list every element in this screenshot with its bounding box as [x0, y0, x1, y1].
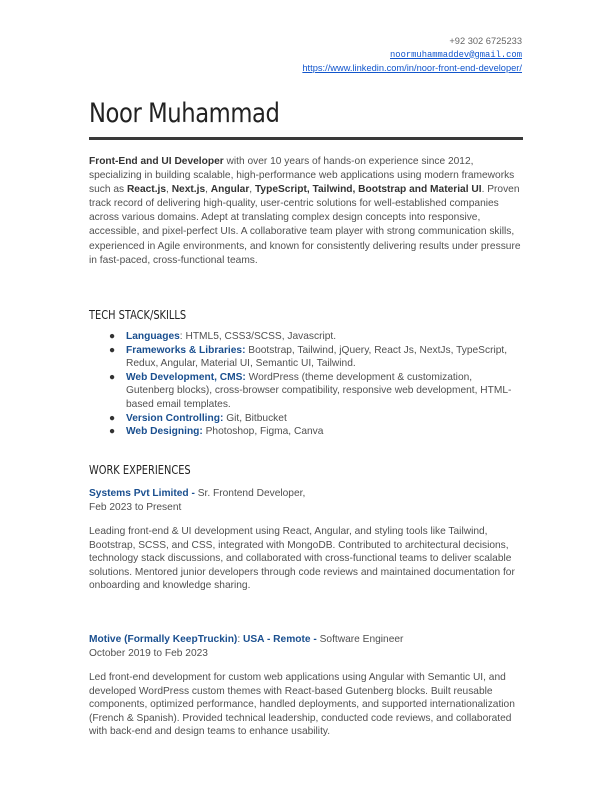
bullet-icon: ● [109, 412, 116, 424]
summary-role: Front-End and UI Developer [89, 156, 224, 167]
skill-values: HTML5, CSS3/SCSS, Javascript. [182, 331, 337, 342]
summary-framework: TypeScript, Tailwind, Bootstrap and Material UI [254, 184, 482, 196]
summary-framework: Angular [210, 184, 250, 196]
summary-paragraph [89, 155, 525, 268]
bullet-icon: ● [109, 371, 116, 383]
job-company: Systems Pvt Limited - [89, 488, 195, 499]
email-link[interactable]: noormuhammaddev@gmail.com [390, 49, 522, 60]
skills-heading: TECH STACK/SKILLS [89, 308, 187, 322]
linkedin-link[interactable]: https://www.linkedin.com/in/noor-front-end-developer/ [302, 63, 522, 73]
skill-sep: : [179, 331, 183, 342]
list-item [89, 371, 523, 412]
job-company: Motive (Formally KeepTruckin) [89, 634, 238, 645]
bullet-icon: ● [109, 331, 116, 342]
bullet-icon: ● [109, 426, 116, 438]
job-header [89, 487, 525, 515]
list-item [89, 412, 523, 426]
job-description: Leading front-end & UI development using React, Angular, and styling tools like Tailwind, Bootstrap, SCSS, and CSS, integrated with MongoDB. Contributed to architectural decisions, technology stack discussions, and collaborated with cross-functional teams to deliver scalable solutions. Mentored junior developers through code reviews and maintained documentation for onboarding and knowledge sharing. [89, 526, 515, 592]
summary-text: with over 10 years of hands-on experience since 2012, specializing in building scalable, high-performance web applications using modern frameworks such as [89, 156, 515, 196]
job-description: Led front-end development for custom web applications using Angular with Semantic UI, and developed WordPress custom themes with React-based Gutenberg blocks. Built reusable components, optimized performance, handled deployments, and supported internationalization (French & Spanish). Provided technical leadership, conducted code reviews, and collaborated with back-end and design teams to enhance usability. [89, 672, 515, 738]
skill-values: Bootstrap, Tailwind, jQuery, React Js, NextJs, TypeScript, Redux, Angular, Material UI, Semantic UI, Tailwind. [126, 344, 508, 370]
phone-number: +92 302 6725233 [449, 36, 522, 46]
job-title: Software Engineer [316, 634, 404, 645]
job-sep: : [237, 634, 243, 645]
skill-category: Web Development, CMS: [126, 371, 246, 383]
contact-block [302, 35, 522, 76]
skill-category: Version Controlling: [126, 412, 224, 424]
experience-heading: WORK EXPERIENCES [89, 463, 191, 477]
summary-framework: Next.js [171, 184, 206, 196]
job-header [89, 633, 525, 661]
job-dates: October 2019 to Feb 2023 [89, 648, 208, 659]
summary-sep: , [249, 184, 255, 196]
skill-values: Photoshop, Figma, Canva [202, 426, 324, 438]
summary-sep: , [166, 184, 172, 196]
skill-category: Web Designing: [126, 426, 203, 438]
skills-list [89, 330, 523, 439]
summary-text: . Proven track record of delivering high-quality, user-centric solutions for well-established companies across various domains. Adept at translating complex design concepts into responsive, accessible, and pixel-perfect UIs. A collaborative team player with strong communication skills, experienced in Agile environments, and known for consistently delivering results under pressure in fast-paced, cross-functional teams. [89, 184, 521, 266]
skill-values: Git, Bitbucket [223, 412, 287, 424]
skill-category: Frameworks & Libraries: [126, 344, 246, 356]
candidate-name: Noor Muhammad [89, 98, 280, 129]
summary-sep: , [205, 184, 211, 196]
list-item [89, 330, 523, 344]
job-dates: Feb 2023 to Present [89, 502, 182, 513]
summary-framework: React.js [126, 184, 167, 196]
job-title: Sr. Frontend Developer, [194, 488, 306, 499]
title-divider [89, 137, 523, 140]
bullet-icon: ● [109, 344, 116, 356]
list-item [89, 344, 523, 371]
job-location: USA - Remote - [243, 634, 317, 645]
list-item [89, 425, 523, 439]
skill-category: Languages [126, 331, 180, 342]
skill-values: WordPress (theme development & customization, Gutenberg blocks), cross-browser compatibility, responsive web development, HTML-based email templates. [126, 371, 512, 410]
